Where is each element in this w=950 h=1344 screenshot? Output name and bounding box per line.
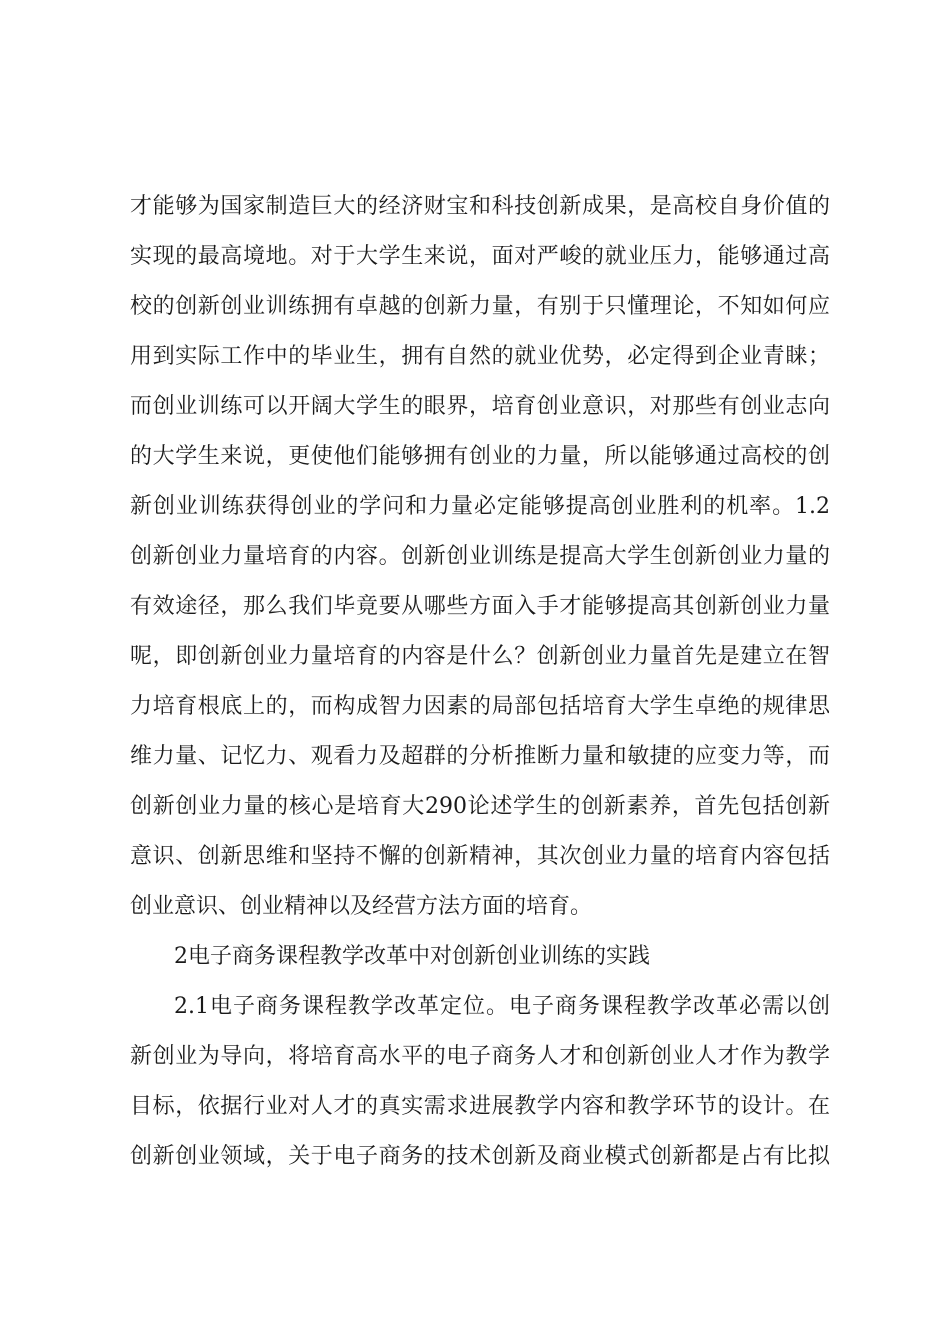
text-line: 而创业训练可以开阔大学生的眼界，培育创业意识，对那些有创业志向: [130, 394, 830, 419]
text-line: 用到实际工作中的毕业生，拥有自然的就业优势，必定得到企业青睐；: [130, 344, 830, 369]
text-line: 维力量、记忆力、观看力及超群的分析推断力量和敏捷的应变力等，而: [130, 744, 830, 769]
text-line: 创新创业领域，关于电子商务的技术创新及商业模式创新都是占有比拟: [130, 1144, 830, 1169]
text-line: 创业意识、创业精神以及经营方法方面的培育。: [130, 894, 593, 919]
text-line: 创新创业力量的核心是培育大290论述学生的创新素养，首先包括创新: [130, 794, 830, 819]
text-line: 创新创业力量培育的内容。创新创业训练是提高大学生创新创业力量的: [130, 544, 830, 569]
text-line: 意识、创新思维和坚持不懈的创新精神，其次创业力量的培育内容包括: [130, 844, 830, 869]
text-line: 呢，即创新创业力量培育的内容是什么？创新创业力量首先是建立在智: [130, 644, 830, 669]
text-line: 校的创新创业训练拥有卓越的创新力量，有别于只懂理论，不知如何应: [130, 294, 830, 319]
text-line: 新创业为导向，将培育高水平的电子商务人才和创新创业人才作为教学: [130, 1044, 830, 1069]
text-line: 的大学生来说，更使他们能够拥有创业的力量，所以能够通过高校的创: [130, 444, 830, 469]
text-line: 新创业训练获得创业的学问和力量必定能够提高创业胜利的机率。1.2: [130, 494, 830, 519]
text-line: 力培育根底上的，而构成智力因素的局部包括培育大学生卓绝的规律思: [130, 694, 830, 719]
text-line: 才能够为国家制造巨大的经济财宝和科技创新成果，是高校自身价值的: [130, 194, 830, 219]
section-heading: 2电子商务课程教学改革中对创新创业训练的实践: [174, 944, 650, 969]
text-line: 有效途径，那么我们毕竟要从哪些方面入手才能够提高其创新创业力量: [130, 594, 830, 619]
text-line: 实现的最高境地。对于大学生来说，面对严峻的就业压力，能够通过高: [130, 244, 830, 269]
text-line: 2.1电子商务课程教学改革定位。电子商务课程教学改革必需以创: [174, 994, 830, 1019]
text-line: 目标，依据行业对人才的真实需求进展教学内容和教学环节的设计。在: [130, 1094, 830, 1119]
